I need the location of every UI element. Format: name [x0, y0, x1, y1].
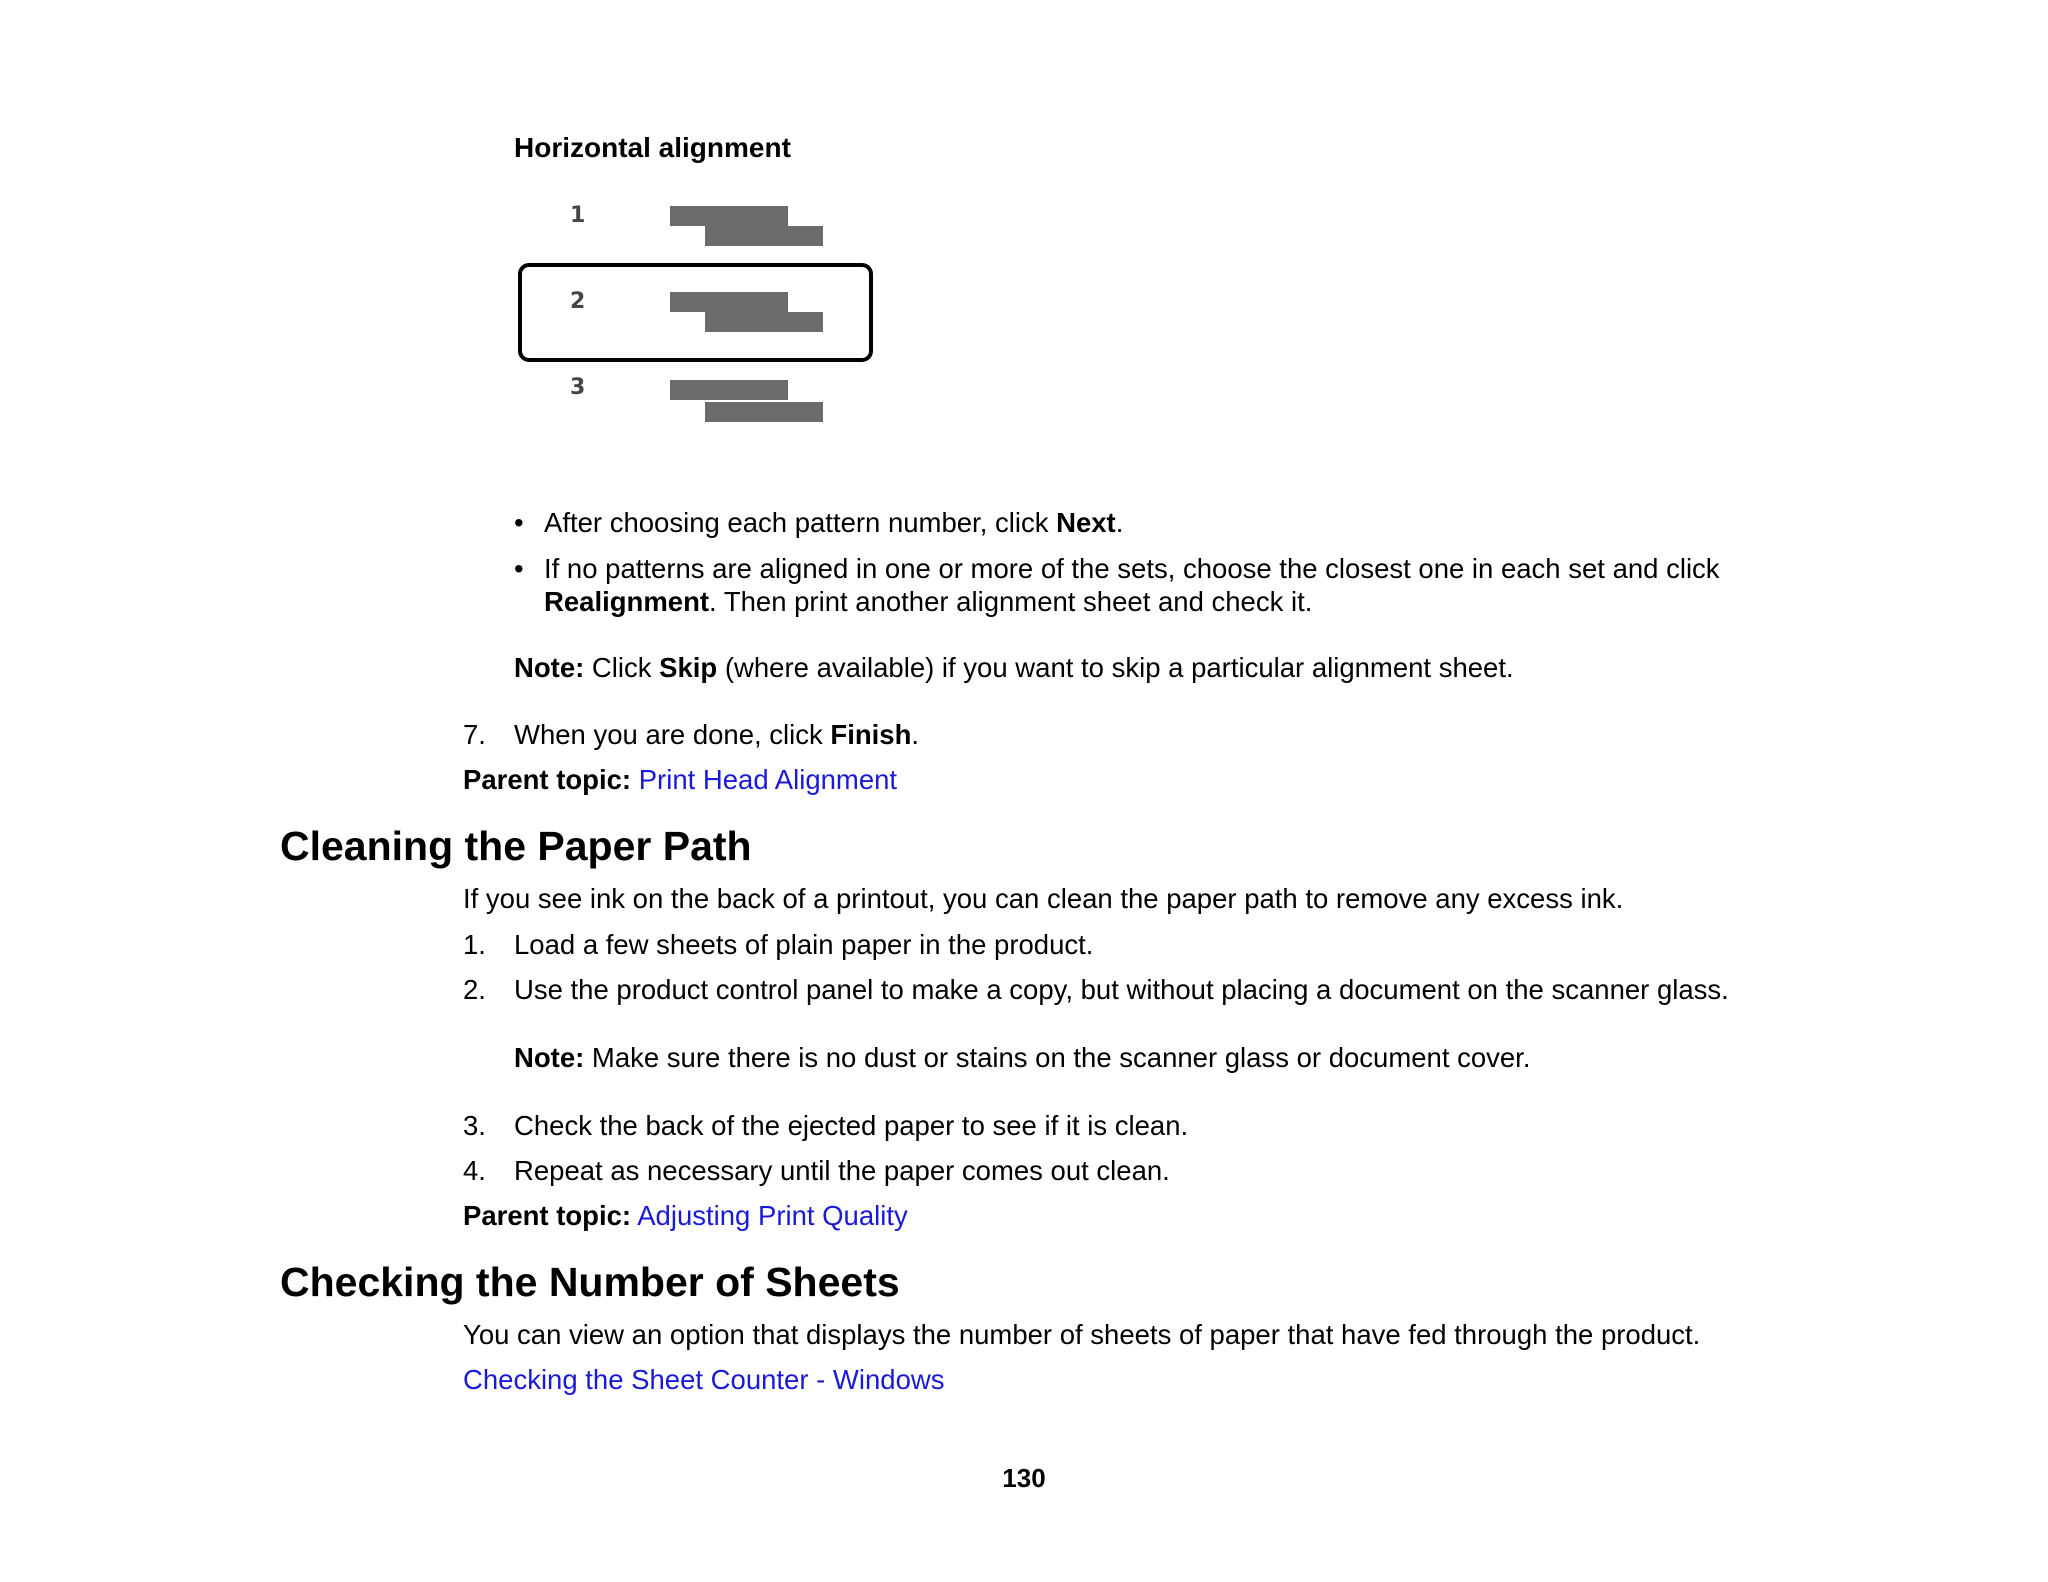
step-3: [463, 1109, 1188, 1142]
section-intro: If you see ink on the back of a printout, you can clean the paper path to remove any excess ink.: [463, 883, 1624, 914]
step-text: Load a few sheets of plain paper in the product.: [514, 929, 1094, 960]
pattern-2-label: 2: [570, 289, 586, 314]
step-4: [463, 1154, 1170, 1187]
note-text: Make sure there is no dust or stains on the scanner glass or document cover.: [584, 1042, 1531, 1073]
alignment-pattern-figure: [515, 190, 895, 430]
step-text: Check the back of the ejected paper to see if it is clean.: [514, 1110, 1189, 1141]
pattern-2-bar-bottom: [705, 312, 823, 332]
bullet-after: . Then print another alignment sheet and check it.: [709, 586, 1313, 617]
bullet-text: After choosing each pattern number, click: [544, 507, 1057, 538]
bullet-item: [514, 506, 1124, 539]
step-number: 7.: [463, 719, 486, 750]
section-intro: You can view an option that displays the number of sheets of paper that have fed through the product.: [463, 1319, 1701, 1350]
pattern-3: [570, 375, 823, 422]
step-after: .: [911, 719, 920, 750]
step-1: [463, 928, 1093, 961]
bullet-dot: •: [514, 507, 524, 538]
bullet-item: [514, 552, 1720, 618]
section-heading: Cleaning the Paper Path: [280, 823, 752, 869]
pattern-1-bar-bottom: [705, 226, 823, 246]
step-bold: Finish: [830, 719, 912, 750]
step-number: 4.: [463, 1155, 486, 1186]
parent-topic: [463, 1199, 908, 1232]
pattern-3-label: 3: [570, 375, 586, 400]
pattern-1-bar-top: [670, 206, 788, 226]
pattern-2-bar-top: [670, 292, 788, 312]
bullet-text: If no patterns are aligned in one or more of the sets, choose the closest one in each set and click: [544, 553, 1720, 584]
section-heading: Checking the Number of Sheets: [280, 1259, 900, 1305]
page-number: 130: [1002, 1463, 1046, 1493]
parent-topic-link[interactable]: Adjusting Print Quality: [637, 1200, 908, 1231]
bullet-after: .: [1115, 507, 1124, 538]
note-bold: Skip: [659, 652, 718, 683]
note-text: (where available) if you want to skip a particular alignment sheet.: [717, 652, 1514, 683]
step-text: Repeat as necessary until the paper comes out clean.: [514, 1155, 1170, 1186]
parent-topic-link[interactable]: Print Head Alignment: [638, 764, 898, 795]
bullet-dot: •: [514, 553, 524, 584]
step-7: [463, 718, 919, 751]
note-text: Click: [584, 652, 660, 683]
figure-title: Horizontal alignment: [514, 132, 791, 163]
note-label: Note:: [514, 652, 585, 683]
step-2: [463, 973, 1729, 1006]
pattern-1-label: 1: [570, 203, 586, 228]
pattern-3-bar-top: [670, 380, 788, 400]
step-number: 2.: [463, 974, 486, 1005]
pattern-3-bar-bottom: [705, 402, 823, 422]
note-scanner: [514, 1041, 1530, 1074]
step-text: When you are done, click: [514, 719, 831, 750]
parent-topic-label: Parent topic:: [463, 764, 632, 795]
note-label: Note:: [514, 1042, 585, 1073]
pattern-1: [570, 203, 823, 246]
sheet-counter-link[interactable]: Checking the Sheet Counter - Windows: [463, 1364, 945, 1395]
step-text: Use the product control panel to make a copy, but without placing a document on the scanner glass.: [514, 974, 1729, 1005]
bullet-bold: Realignment: [544, 586, 710, 617]
parent-topic-label: Parent topic:: [463, 1200, 632, 1231]
note-skip: [514, 651, 1514, 684]
bullet-bold: Next: [1056, 507, 1116, 538]
parent-topic: [463, 763, 897, 796]
step-number: 1.: [463, 929, 486, 960]
pattern-2: [570, 289, 823, 332]
step-number: 3.: [463, 1110, 486, 1141]
